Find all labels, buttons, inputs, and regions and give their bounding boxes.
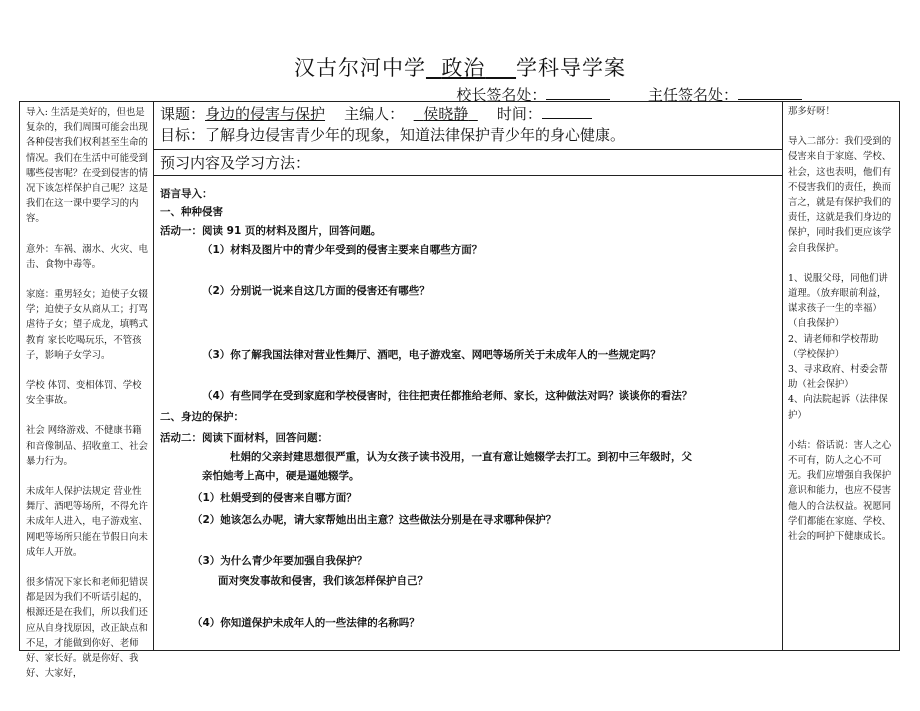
story-line-2: 亲怕她考上高中，硬是逼她辍学。 bbox=[202, 470, 360, 482]
subject-name: 政治 bbox=[441, 56, 486, 80]
topic-row bbox=[154, 102, 782, 150]
sub-question-3: （3）为什么青少年要加强自我保护？ bbox=[192, 555, 368, 567]
left-note: 意外：车祸、溺水、火灾、电击、食物中毒等。 bbox=[26, 243, 148, 270]
section-heading-2: 二、身边的保护： bbox=[160, 411, 244, 423]
goal-text: 目标：了解身边侵害青少年的现象，知道法律保护青少年的身心健康。 bbox=[160, 126, 626, 144]
story-line-1: 杜娟的父亲封建思想很严重，认为女孩子读书没用，一直有意让她辍学去打工。到初中三年级时，父 bbox=[230, 451, 692, 463]
question-2: （2）分别说一说来自这几方面的侵害还有哪些？ bbox=[202, 285, 430, 297]
left-note: 学校 体罚、变相体罚、学校安全事故。 bbox=[26, 380, 142, 407]
right-note: 小结：俗话说：害人之心不可有，防人之心不可无。我们应增强自我保护意识和能力，也应不侵害他人的合法权益。祝愿同学们都能在家庭、学校、社会的呵护下健康成长。 bbox=[788, 439, 892, 543]
time-blank[interactable] bbox=[542, 104, 592, 119]
intro-heading: 语言导入： bbox=[160, 188, 213, 200]
sub-question-4: （4）你知道保护未成年人的一些法律的名称吗？ bbox=[192, 617, 420, 629]
right-note: 导入二部分：我们受到的侵害来自于家庭、学校、社会，这也表明，他们有不侵害我们的责任，换而言之，就是有保护我们的责任，这就是我们身边的保护，同时我们更应该学会自我保护。 bbox=[788, 136, 892, 254]
right-note: 那多好呀！ bbox=[788, 106, 835, 117]
main-column bbox=[154, 102, 782, 650]
time-label: 时间： bbox=[496, 105, 542, 123]
principal-sign-label: 校长签名处： bbox=[456, 86, 547, 104]
left-note: 很多情况下家长和老师犯错误都是因为我们不听话引起的，根源还是在我们，所以我们还应从自身找原因，改正缺点和不足，才能做到你好、老师好、家长好。就是你好、我好、大家好， bbox=[26, 577, 148, 680]
director-sign-blank[interactable] bbox=[738, 85, 802, 100]
question-1: （1）材料及图片中的青少年受到的侵害主要来自哪些方面？ bbox=[202, 244, 483, 256]
right-notes-column bbox=[782, 102, 899, 650]
activity-2: 活动二：阅读下面材料，回答问题： bbox=[160, 432, 328, 444]
left-note: 家庭：重男轻女；迫使子女辍学；迫使子女从商从工；打骂虐待子女；望子成龙，填鸭式教育 家长吃喝玩乐，不管孩子，影响子女学习。 bbox=[26, 289, 148, 361]
section-heading-1: 一、种种侵害 bbox=[160, 206, 223, 218]
left-note: 未成年人保护法规定 营业性舞厅、酒吧等场所，不得允许未成年人进入，电子游戏室、网吧等场所只能在节假日向未成年人开放。 bbox=[26, 486, 148, 558]
editor-value: 侯晓静 bbox=[423, 105, 469, 123]
left-note: 导入: 生活是美好的，但也是复杂的，我们周围可能会出现各种侵害我们权利甚至生命的情况。我们在生活中可能受到哪些侵害呢？在受到侵害的情况下该怎样保护自己呢？这是我们在这一课中要学习的内容。 bbox=[26, 107, 148, 225]
topic-value: 身边的侵害与保护 bbox=[205, 105, 326, 123]
left-notes-column bbox=[20, 102, 154, 680]
director-sign-label: 主任签名处： bbox=[647, 86, 738, 104]
sub-question-3b: 面对突发事故和侵害，我们该怎样保护自己？ bbox=[218, 575, 428, 587]
section-title: 预习内容及学习方法： bbox=[154, 150, 782, 176]
left-note: 社会 网络游戏、不健康书籍和音像制品、招收童工、社会暴力行为。 bbox=[26, 425, 148, 467]
topic-label: 课题： bbox=[160, 105, 206, 123]
worksheet-table bbox=[19, 101, 900, 680]
sub-question-1: （1）杜娟受到的侵害来自哪方面？ bbox=[192, 492, 357, 504]
activity-1: 活动一：阅读 91 页的材料及图片，回答问题。 bbox=[160, 225, 382, 237]
sub-question-2: （2）她该怎么办呢，请大家帮她出出主意？这些做法分别是在寻求哪种保护？ bbox=[192, 514, 557, 526]
editor-label: 主编人： bbox=[344, 105, 405, 123]
question-3: （3）你了解我国法律对营业性舞厅、酒吧，电子游戏室、网吧等场所关于未成年人的一些规定吗？ bbox=[202, 349, 661, 361]
school-name: 汉古尔河中学 bbox=[293, 56, 426, 80]
principal-sign-blank[interactable] bbox=[546, 85, 610, 100]
question-4: （4）有些同学在受到家庭和学校侵害时，往往把责任都推给老师、家长，这种做法对吗？谈谈你的看法？ bbox=[202, 390, 693, 402]
title-suffix: 学科导学案 bbox=[516, 56, 627, 80]
page-title bbox=[0, 52, 920, 82]
right-note: 1、说服父母，同他们讲道理。（放弃眼前利益，谋求孩子一生的幸福）（自我保护） 2、请老师和学校帮助（学校保护） 3、寻求政府、村委会帮助（社会保护） 4、向法院起诉（法律保护） bbox=[788, 272, 888, 421]
